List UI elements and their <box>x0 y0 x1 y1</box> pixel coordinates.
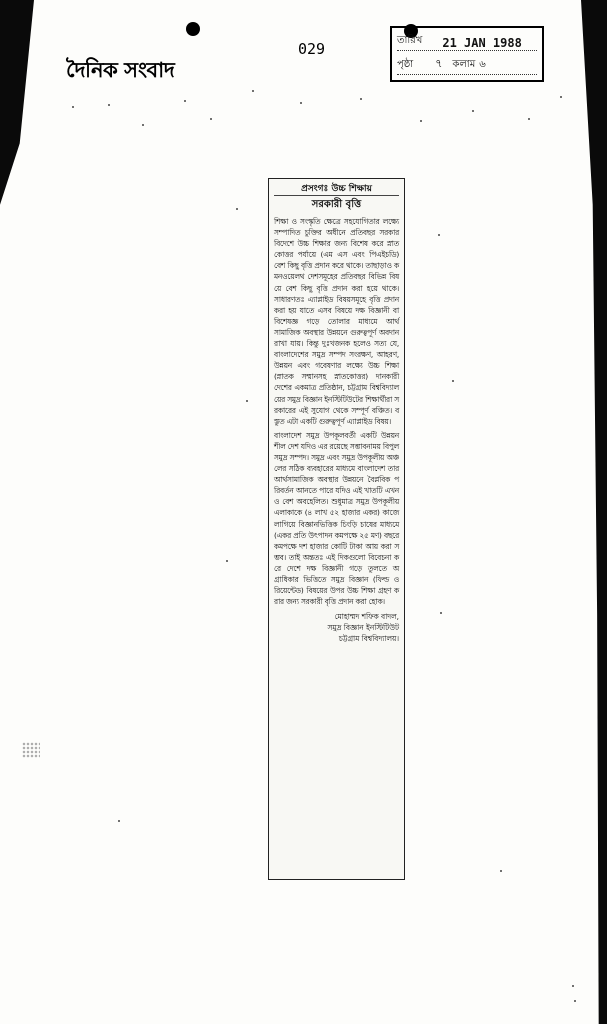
stamp-date-value: 21 JAN 1988 <box>442 36 522 50</box>
stamp-column-label: কলাম <box>452 59 476 70</box>
newspaper-masthead: দৈনিক সংবাদ <box>66 57 175 82</box>
date-stamp <box>390 26 544 82</box>
stamp-column-value: ৬ <box>479 59 486 70</box>
signature-university: চট্টগ্রাম বিশ্ববিদ্যালয়। <box>338 634 399 644</box>
clipping-paragraph-2: বাংলাদেশ সমুদ্র উপকূলবর্তী একটি উন্নয়নশীল দেশ যদিও এর রয়েছে সম্ভাবনাময় বিপুল সমুদ্র সম্পদ। সমুদ্র এবং সমুদ্র উপকূলীয় অঞ্চলের সঠিক ব্যবহারের মাধ্যমে বাংলাদেশ তার আর্থসামাজিক অবস্থার উন্নয়নে বৈপ্লবিক পরিবর্তন আনতে পারে যদিও এই খাতটি এখনও বেশ অবহেলিত। শুধুমাত্র সমুদ্র উপকূলীয় এলাকাকে (৪ লাখ ৫২ হাজার একর) কাজে লাগিয়ে বিজ্ঞানভিত্তিক চিংড়ি চাষের মাধ্যমে (একর প্রতি উৎপাদন কমপক্ষে ২৫ মণ) বছরে কমপক্ষে দশ হাজার কোটি টাকা আয় করা সম্ভব। তাই অন্ততঃ এই দিকগুলো বিবেচনা করে দেশে দক্ষ বিজ্ঞানী গড়ে তুলতে অগ্রাধিকার ভিত্তিতে সমুদ্র বিজ্ঞান (ফিল্ড ওরিয়েন্টেড) বিষয়ের উপর উচ্চ শিক্ষা গ্রহণ করার জন্য সরকারী বৃত্তি প্রদান করা হোক। <box>274 430 399 607</box>
clipping-kicker: প্রসংগঃ উচ্চ শিক্ষায় <box>274 183 399 196</box>
clipping-paragraph-1: শিক্ষা ও সংস্কৃতি ক্ষেত্রে সহযোগিতার লক্ষ্যে সম্পাদিত চুক্তির অধীনে প্রতিবছর সরকার বিদেশে উচ্চ শিক্ষার জন্য বিশেষ করে স্নাতকোত্তর পর্যায়ে (এম এস এবং পিএইচডি) বেশ কিছু বৃত্তি প্রদান করে থাকে। তাছাড়াও কমনওয়েলথ দেশসমূহের প্রতিবছর বিভিন্ন বিষয়ে বেশ কিছু বৃত্তি প্রদান করা হয়ে থাকে। সাধারণতঃ এ্যাপ্লাইড বিষয়সমূহে বৃত্তি প্রদান করা হয় যাতে এসব বিষয়ে দক্ষ বিজ্ঞানী বা বিশেষজ্ঞ গড়ে তোলার মাধ্যমে আর্থসামাজিক অবস্থার উন্নয়নে গুরুত্বপূর্ণ অবদান রাখা যায়। কিন্তু দুঃখজনক হলেও সত্য যে, বাংলাদেশের সমুদ্র সম্পদ সংরক্ষণ, আহরণ, উন্নয়ন এবং গবেষণার লক্ষ্যে উচ্চ শিক্ষা (স্নাতক সম্মানসহ স্নাতকোত্তর) দানকারী দেশের একমাত্র প্রতিষ্ঠান, চট্টগ্রাম বিশ্ববিদ্যালয়ের সমুদ্র বিজ্ঞান ইনস্টিটিউটের শিক্ষার্থীরা সরকারের এই সুযোগ থেকে সম্পূর্ণ বঞ্চিত। বস্তুত এটা একটি গুরুত্বপূর্ণ এ্যাপ্লাইড বিষয়। <box>274 217 399 426</box>
signature-author: মোহাম্মদ শফিক বাদল, <box>334 612 399 622</box>
newspaper-clipping <box>268 178 405 880</box>
scan-smudge <box>22 742 40 758</box>
clipping-headline: সরকারী বৃত্তি <box>311 199 362 210</box>
scan-edge-left <box>0 0 34 1024</box>
stamp-date-row <box>397 32 537 51</box>
punch-hole-left <box>186 22 200 36</box>
stamp-page-label: পৃষ্ঠা <box>397 59 414 70</box>
archive-page-number: 029 <box>298 40 326 58</box>
stamp-page-row <box>397 56 537 75</box>
scan-edge-right <box>581 0 607 1024</box>
stamp-page-value: ৭ <box>435 57 443 70</box>
clipping-signature <box>274 611 399 644</box>
signature-institute: সমুদ্র বিজ্ঞান ইনস্টিটিউট <box>327 623 399 633</box>
stamp-date-label: তারিখ <box>397 35 423 46</box>
